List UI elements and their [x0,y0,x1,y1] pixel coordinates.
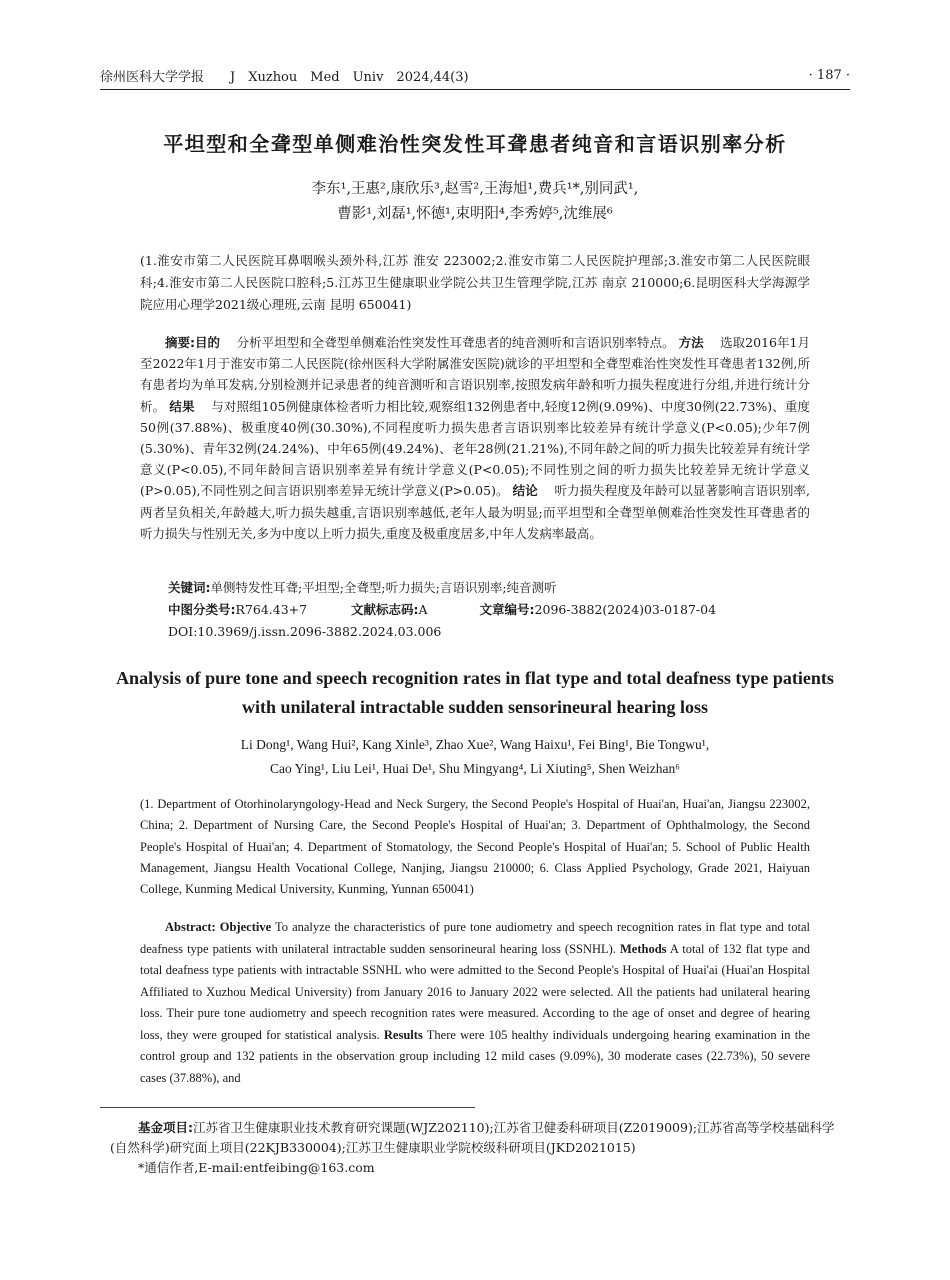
chinese-title: 平坦型和全聋型单侧难治性突发性耳聋患者纯音和言语识别率分析 [163,132,787,156]
clc-label: 中图分类号: [168,602,236,617]
abstract-objective-label: 摘要:目的 [165,335,221,350]
chinese-abstract [140,332,810,544]
doccode-label: 文献标志码: [351,602,419,617]
clc-value: R764.43+7 [235,602,308,617]
abstract-objective-text: 分析平坦型和全聋型单侧难治性突发性耳聋患者的纯音测听和言语识别率特点。 [236,335,675,350]
funding-note [82,1118,850,1158]
keywords-label: 关键词: [168,580,211,595]
english-authors-line-2: Cao Ying¹, Liu Lei¹, Huai De¹, Shu Mingyang⁴, Li Xiuting⁵, Shen Weizhan⁶ [270,761,680,776]
abstract-methods-label: 方法 [678,335,704,350]
funding-label: 基金项目: [138,1120,193,1135]
en-results-text: There were 105 healthy individuals undergoing hearing examination in the control group and 132 patients in the observation group including 12 mild cases (9.09%), 30 moderate cases (22.73%), 50 severe cases (37.88%), and [140,1027,810,1085]
article-number-value: 2096-3882(2024)03-0187-04 [534,602,717,617]
english-title: Analysis of pure tone and speech recognition rates in flat type and total deafness type patients with unilateral intractable sudden sensorineural hearing loss [116,668,834,717]
chinese-authors-line-1: 李东¹,王惠²,康欣乐³,赵雪²,王海旭¹,费兵¹*,别同武¹, [311,181,639,197]
en-objective-label: Abstract: Objective [165,920,272,934]
english-affiliations: (1. Department of Otorhinolaryngology-Head and Neck Surgery, the Second People's Hospital of Huai'an, Huai'an, Jiangsu 223002, China; 2. Department of Nursing Care, the Second People's Hospital of Huai'an; 3. Department of Ophthalmology, the Second People's Hospital of Huai'an; 4. Department of Stomatology, the Second People's Hospital of Huai'an; 5. School of Public Health Management, Jiangsu Health Vocational College, Nanjing, Jiangsu 210000; 6. Class Applied Psychology, Grade 2021, Haiyuan College, Kunming Medical University, Kunming, Yunnan 650041) [140,797,810,897]
chinese-authors [120,177,830,227]
corresponding-author-note: *通信作者,E-mail:entfeibing@163.com [138,1160,375,1175]
header-rule [100,89,850,90]
keywords-line [168,577,810,598]
keywords-text: 单侧特发性耳聋;平坦型;全聋型;听力损失;言语识别率;纯音测听 [210,580,557,595]
chinese-authors-line-2: 曹影¹,刘磊¹,怀德¹,束明阳⁴,李秀婷⁵,沈维展⁶ [337,206,613,222]
page-number: · 187 · [808,67,850,83]
abstract-results-text: 与对照组105例健康体检者听力相比较,观察组132例患者中,轻度12例(9.09%)、中度30例(22.73%)、重度50例(37.88%)、极重度40例(30.30%),不同程度听力损失患者言语识别率比较差异有统计学意义(P<0.05);少年7例(5.30%)、青年32例(24.24%)、中年65例(49.24%)、老年28例(21.21%),不同年龄之间的听力损失比较差异有统计学意义(P<0.05),不同年龄间言语识别率差异有统计学意义(P<0.05);不同性别之间的听力损失比较差异无统计学意义(P>0.05),不同性别之间言语识别率差异无统计学意义(P>0.05)。 [140,398,810,499]
footnotes [110,1118,850,1178]
article-number-label: 文章编号: [479,602,535,617]
english-abstract [140,917,810,1089]
abstract-methods-text: 选取2016年1月至2022年1月于淮安市第二人民医院(徐州医科大学附属淮安医院)就诊的平坦型和全聋型难治性突发性耳聋患者132例,所有患者均为单耳发病,分别检测并记录患者的纯音测听和言语识别率,按照发病年龄和听力损失程度进行分组,并进行统计分析。 [140,335,810,414]
chinese-affiliations: (1.淮安市第二人民医院耳鼻咽喉头颈外科,江苏 淮安 223002;2.淮安市第二人民医院护理部;3.淮安市第二人民医院眼科;4.淮安市第二人民医院口腔科;5.江苏卫生健康职业学院公共卫生管理学院,江苏 南京 210000;6.昆明医科大学海源学院应用心理学2021级心理班,云南 昆明 650041) [140,253,810,312]
en-results-label: Results [383,1027,423,1042]
journal-citation: 徐州医科大学学报 J Xuzhou Med Univ 2024,44(3) [100,69,469,85]
footnote-rule [100,1107,475,1108]
abstract-conclusion-label: 结论 [512,483,538,499]
funding-text: 江苏省卫生健康职业技术教育研究课题(WJZ202110);江苏省卫健委科研项目(Z2019009);江苏省高等学校基础科学(自然科学)研究面上项目(22KJB330004);江苏卫生健康职业学院校级科研项目(JKD2021015) [110,1120,835,1155]
abstract-results-label: 结果 [169,398,195,414]
english-authors-line-1: Li Dong¹, Wang Hui², Kang Xinle³, Zhao Xue², Wang Haixu¹, Fei Bing¹, Bie Tongwu¹, [240,737,710,752]
doi-line: DOI:10.3969/j.issn.2096-3882.2024.03.006 [168,624,442,639]
abstract-conclusion-text: 听力损失程度及年龄可以显著影响言语识别率,两者呈负相关,年龄越大,听力损失越重,言语识别率越低,老年人最为明显;而平坦型和全聋型单侧难治性突发性耳聋患者的听力损失与性别无关,多为中度以上听力损失,重度及极重度居多,中年人发病率最高。 [140,483,810,541]
english-authors [170,733,780,781]
en-methods-text: A total of 132 flat type and total deafness type patients with intractable SSNHL who were admitted to the Second People's Hospital of Huai'ai (Huai'an Hospital Affiliated to Xuzhou Medical University) from January 2016 to January 2022 were selected. All the patients had unilateral hearing loss. Their pure tone audiometry and speech recognition rates were measured. According to the age of onset and degree of hearing loss, they were grouped for statistical analysis. [140,941,810,1042]
running-header [100,64,850,86]
en-methods-label: Methods [619,941,667,956]
classification-line [168,599,810,620]
en-objective-text: To analyze the characteristics of pure tone audiometry and speech recognition rates in flat type and total deafness type patients with unilateral intractable sudden sensorineural hearing loss (SSNHL). [140,920,810,956]
doccode-value: A [418,602,428,617]
